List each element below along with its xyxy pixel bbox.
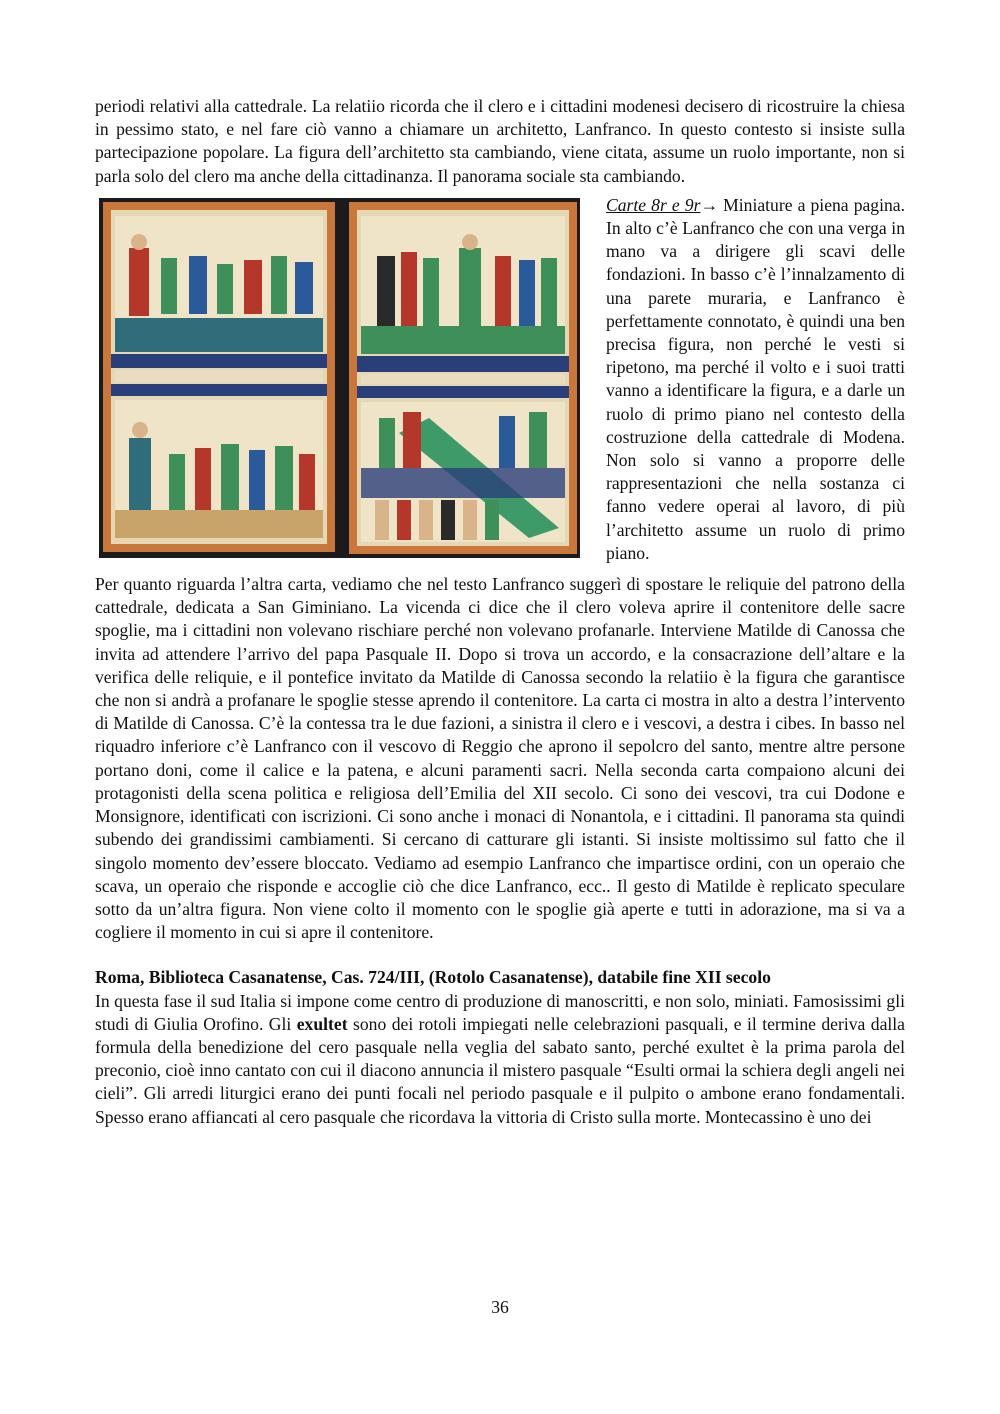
paragraph-exultet-text-end: sono dei rotoli impiegati nelle celebrazioni pasquali, e il termine deriva dalla formula della benedizione del cero pasquale nella veglia del sabato santo, perché exultet è la prima parola del preconio, cioè inno cantato con cui il diacono annuncia il mistero pasquale “Esulti ormai la schiera degli angeli nei cieli”. Gli arredi liturgici erano dei punti focali nel periodo pasquale e il pulpito o ambone erano fondamentali. Spesso erano affiancati al cero pasquale che ricordava la vittoria di Cristo sulla morte. Montecassino è uno dei [95,1013,905,1127]
section-heading: Roma, Biblioteca Casanatense, Cas. 724/III, (Rotolo Casanatense), databile fine XII secolo [95,967,771,988]
paragraph-exultet-text-start: In questa fase il sud Italia si impone come centro di produzione di manoscritti, e non solo, miniati. Famosissimi gli studi di Giulia Orofino. Gli [95,990,905,1034]
folio-8r [103,202,335,552]
paragraph-intro: periodi relativi alla cattedrale. La relatiio ricorda che il clero e i cittadini modenesi decisero di ricostruire la chiesa in pessimo stato, e nel fare ciò vanno a chiamare un architetto, Lanfranco. In questo contesto si insiste sulla partecipazione popolare. La figura dell’architetto sta cambiando, viene citata, assume un ruolo importante, non si parla solo del clero ma anche della cittadinanza. Il panorama sociale sta cambiando. [95,96,905,186]
figure-reference: Carte 8r e 9r [606,194,701,215]
paragraph-relics: Per quanto riguarda l’altra carta, vediamo che nel testo Lanfranco suggerì di spostare le reliquie del patrono della cattedrale, dedicata a San Giminiano. La vicenda ci dice che il clero voleva aprire il contenitore delle sacre spoglie, ma i cittadini non volevano rischiare perché non volevano profanarle. Interviene Matilde di Canossa che invita ad attendere l’arrivo del papa Pasquale II. Dopo si trova un accordo, e la consacrazione dell’altare e la verifica delle reliquie, e il pontefice invitato da Matilde di Canossa secondo la relatiio è la figura che garantisce che non si andrà a profanare le spoglie stesse aprendo il contenitore. La carta ci mostra in alto a destra l’intervento di Matilde di Canossa. C’è la contessa tra le due fazioni, a sinistra il clero e i vescovi, a destra i cibes. In basso nel riquadro inferiore c’è Lanfranco con il vescovo di Reggio che aprono il sepolcro del santo, mentre altre persone portano doni, come il calice e la patena, e alcuni paramenti sacri. Nella seconda carta compaiono alcuni dei protagonisti della scena politica e religiosa dell’Emilia del XII secolo. Ci sono dei vescovi, tra cui Dodone e Monsignore, identificati con iscrizioni. Ci sono anche i monaci di Nonantola, e i cittadini. Il panorama sta quindi subendo dei grandissimi cambiamenti. Si cercano di catturare gli istanti. Si insiste moltissimo sul fatto che il singolo momento dev’essere bloccato. Vediamo ad esempio Lanfranco che impartisce ordini, con un operaio che scava, un operaio che risponde e accoglie ciò che dice Lanfranco, ecc.. Il gesto di Matilde è replicato speculare sotto da un’altra figura. Non viene colto il momento con le spoglie già aperte e tutti in adorazione, ma si va a cogliere il momento in cui si apre il contenitore. [95,574,905,943]
document-page [95,95,905,1129]
paragraph-figure-text: Miniature a piena pagina. In alto c’è Lanfranco che con una verga in mano va a dirigere gli scavi delle fondazioni. In basso c’è l’innalzamento di una parete muraria, e Lanfranco è perfettamente connotato, è quindi una ben precisa figura, non perché le vesti si ripetono, ma perché il volto e i suoi tratti vanno a identificare la figura, e a darle un ruolo di primo piano nel contesto della costruzione della cattedrale di Modena. Non solo si vanno a proporre delle rappresentazioni che nella sostanza ci fanno vedere operai al lavoro, di più l’architetto assume un ruolo di primo piano. [606,194,905,563]
folio-9r [349,202,577,554]
arrow-icon: → [700,194,719,215]
keyword-exultet: exultet [296,1013,348,1034]
page-number: 36 [491,1297,509,1317]
paragraph-exultet [95,990,905,1129]
manuscript-miniatures-image [99,198,580,558]
